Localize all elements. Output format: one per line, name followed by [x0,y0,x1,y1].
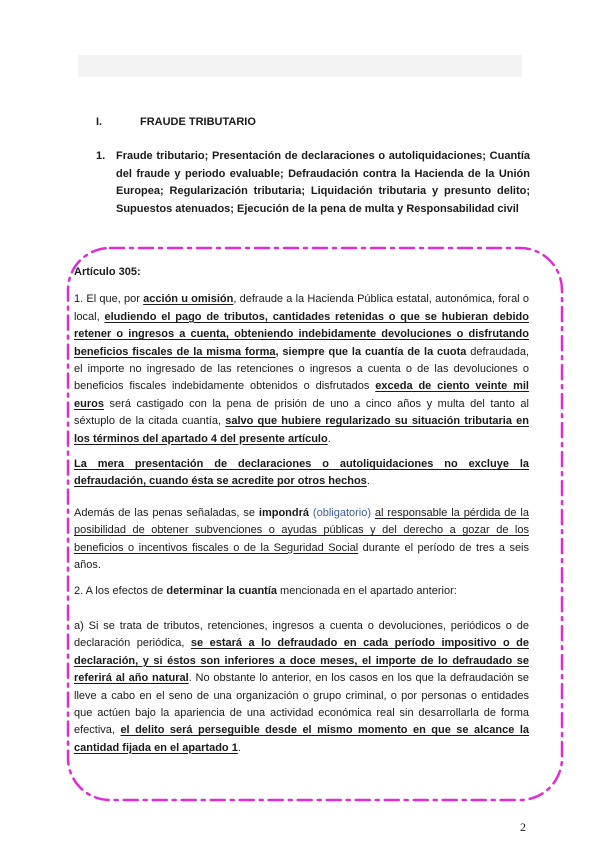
article-paragraph-3: Además de las penas señaladas, se impondrá (obligatorio) al responsable la pérdida de la posibilidad de obtener subvenciones o ayudas públicas y del derecho a gozar de los beneficios o incentivos fiscales o de la Seguridad Social durante el período de tres a seis años. [74,506,530,572]
header-bar [78,55,522,77]
article-paragraph-5: a) Si se trata de tributos, retenciones, ingresos a cuenta o devoluciones, periódicos o de declaración periódica, se estará a lo defraudado en cada período impositivo o de declaración, y si éstos son inferiores a doce meses, el importe de lo defraudado se referirá al año natural. No obstante lo anterior, en los casos en los que la defraudación se lleve a cabo en el seno de una organización o grupo criminal, o por personas o entidades que actúen bajo la apariencia de una actividad económica real sin desarrollarla de forma efectiva, el delito será perseguible desde el mismo momento en que se alcance la cantidad fijada en el apartado 1. [74,619,529,754]
obligatorio-note: (obligatorio) [312,506,372,519]
section-number: I. [96,116,103,128]
page-number: 2 [520,820,526,834]
article-content [74,264,529,757]
section-heading [96,116,256,128]
article-paragraph-4: 2. A los efectos de determinar la cuantía mencionada en el apartado anterior: [74,584,457,597]
subsection-number: 1. [96,150,106,162]
article-title: Artículo 305: [74,266,141,278]
subsection-text: Fraude tributario; Presentación de declaraciones o autoliquidaciones; Cuantía del fraude y periodo evaluable; Defraudación contra la Hacienda de la Unión Europea; Regularización tributaria; Liquidación tributaria y presunto delito; Supuestos atenuados; Ejecución de la pena de multa y Responsabilidad civil [116,150,530,215]
section-title: FRAUDE TRIBUTARIO [140,116,256,128]
article-paragraph-2: La mera presentación de declaraciones o autoliquidaciones no excluye la defraudación, cuando ésta se acredite por otros hechos. [74,458,529,488]
subsection-heading [96,148,530,218]
article-paragraph-1: 1. El que, por acción u omisión, defraude a la Hacienda Pública estatal, autonómica, foral o local, eludiendo el pago de tributos, cantidades retenidas o que se hubieran debido retener o ingresos a cuenta, obteniendo indebidamente devoluciones o disfrutando beneficios fiscales de la misma forma, siempre que la cuantía de la cuota defraudada, el importe no ingresado de las retenciones o ingresos a cuenta o de las devoluciones o beneficios fiscales indebidamente obtenidos o disfrutados exceda de ciento veinte mil euros será castigado con la pena de prisión de uno a cinco años y multa del tanto al séxtuplo de la citada cuantía, salvo que hubiere regularizado su situación tributaria en los términos del apartado 4 del presente artículo. [74,293,529,445]
